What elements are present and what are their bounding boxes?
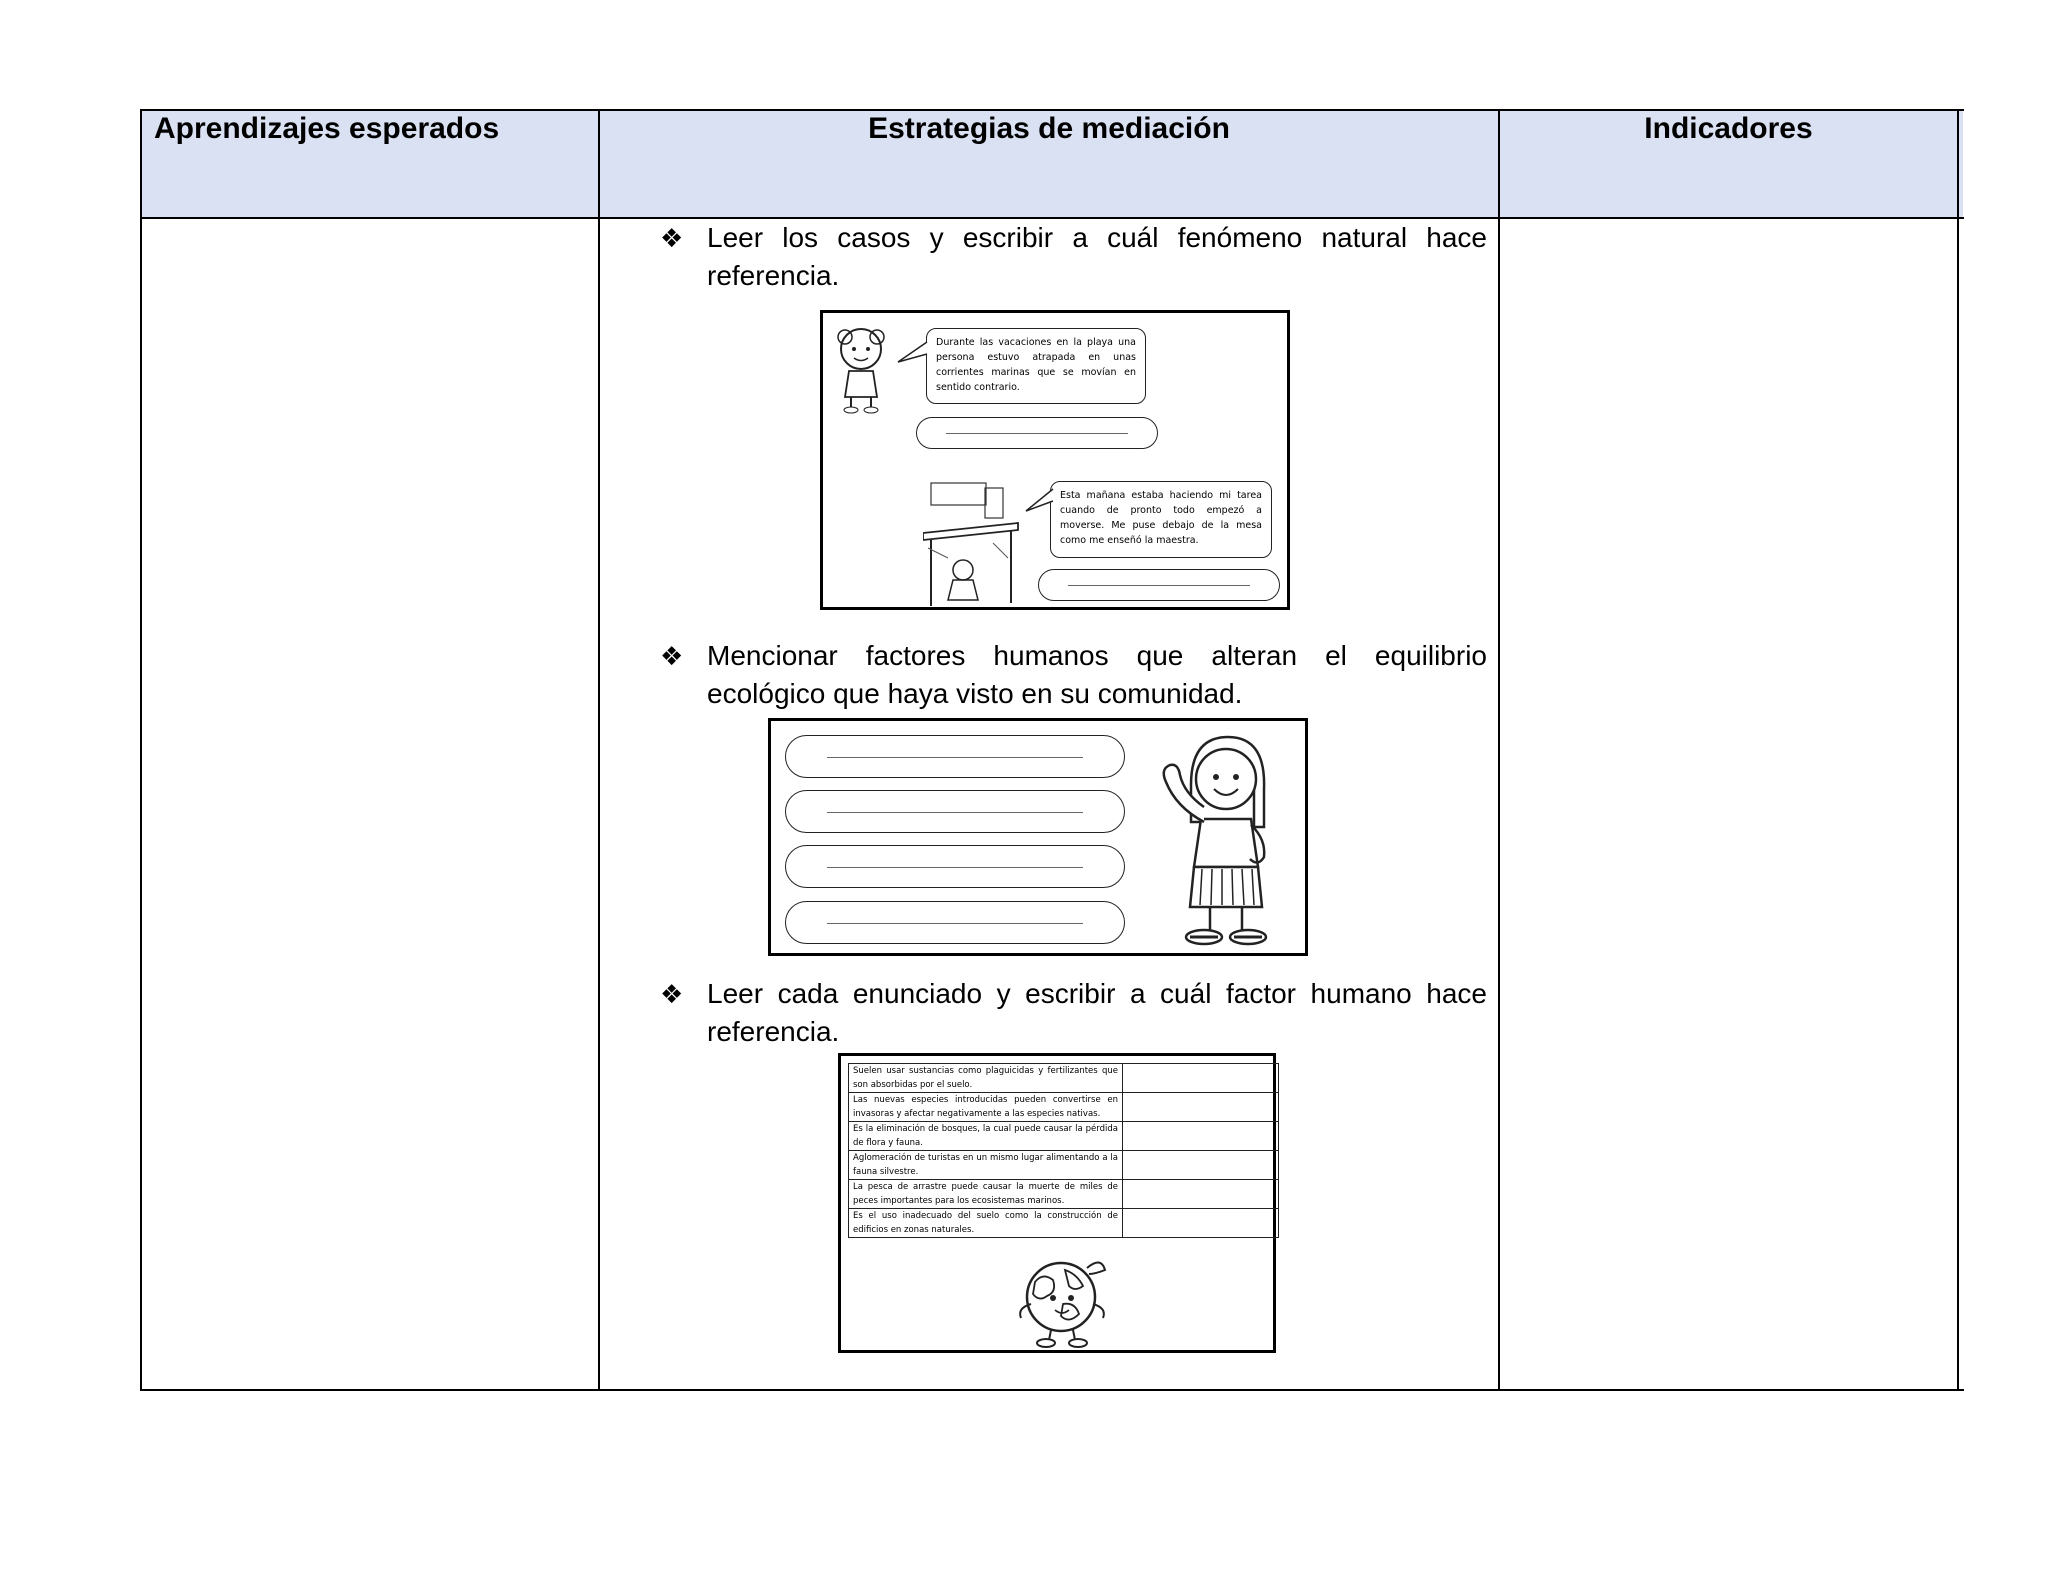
table-border-bottom [140,1389,1964,1391]
statement-cell: Es el uso inadecuado del suelo como la construcción de edificios en zonas naturales. [849,1209,1123,1238]
strategy-text-line: referencia. [707,260,840,291]
table-row [849,1093,1279,1122]
diamond-bullet-icon: ❖ [660,979,684,1009]
strategy-text-line: Leer cada enunciado y escribir a cuál factor humano hace [707,978,1487,1009]
table-column-divider-2 [1498,109,1500,1391]
table-column-divider-1 [598,109,600,1391]
answer-line [785,845,1125,888]
speech-tail-icon [896,338,928,368]
strategy-text-line: Mencionar factores humanos que alteran el equilibrio [707,640,1487,671]
waving-girl-illustration-icon [1146,727,1296,953]
answer-cell [1123,1180,1279,1209]
statement-cell: Aglomeración de turistas en un mismo lugar alimentando a la fauna silvestre. [849,1151,1123,1180]
table-row [849,1180,1279,1209]
statement-cell: La pesca de arrastre puede causar la muerte de miles de peces importantes para los ecosistemas marinos. [849,1180,1123,1209]
statement-cell: Es la eliminación de bosques, la cual puede causar la pérdida de flora y fauna. [849,1122,1123,1151]
table-border-left [140,109,142,1391]
answer-cell [1123,1151,1279,1180]
child-under-table-icon [923,478,1023,608]
diamond-bullet-icon: ❖ [660,641,684,671]
speech-tail-icon [1024,485,1054,515]
statements-table [848,1063,1279,1238]
earth-globe-character-icon [1013,1252,1113,1350]
answer-line [916,417,1158,449]
strategy-text-line: Leer los casos y escribir a cuál fenómeno natural hace [707,222,1487,253]
answer-line [785,735,1125,778]
statement-cell: Las nuevas especies introducidas pueden convertirse en invasoras y afectar negativamente a las especies nativas. [849,1093,1123,1122]
worksheet-natural-phenomena [820,310,1290,610]
table-row [849,1064,1279,1093]
diamond-bullet-icon: ❖ [660,223,684,253]
table-row [849,1122,1279,1151]
case-bubble-2: Esta mañana estaba haciendo mi tarea cuando de pronto todo empezó a moverse. Me puse debajo de la mesa como me enseñó la maestra. [1050,481,1272,558]
header-indicadores: Indicadores [1644,112,1813,145]
answer-cell [1123,1122,1279,1151]
worksheet-human-factors [768,718,1308,956]
girl-illustration-icon [831,323,891,415]
answer-line [785,790,1125,833]
answer-line [785,901,1125,944]
table-row [849,1209,1279,1238]
strategy-text [707,637,1487,713]
header-estrategias: Estrategias de mediación [868,112,1230,145]
strategy-text-line: referencia. [707,1016,840,1047]
answer-cell [1123,1209,1279,1238]
strategy-text [707,219,1487,295]
answer-cell [1123,1093,1279,1122]
table-border-right [1957,109,1959,1391]
answer-cell [1123,1064,1279,1093]
header-aprendizajes: Aprendizajes esperados [154,112,500,145]
answer-line [1038,569,1280,601]
strategy-text-line: ecológico que haya visto en su comunidad. [707,678,1243,709]
strategy-text [707,975,1487,1051]
statement-cell: Suelen usar sustancias como plaguicidas y fertilizantes que son absorbidas por el suelo. [849,1064,1123,1093]
table-row [849,1151,1279,1180]
worksheet-human-factor-statements [838,1053,1276,1353]
case-bubble-1: Durante las vacaciones en la playa una persona estuvo atrapada en unas corrientes marinas que se movían en sentido contrario. [926,328,1146,404]
table-border-top [140,109,1964,111]
